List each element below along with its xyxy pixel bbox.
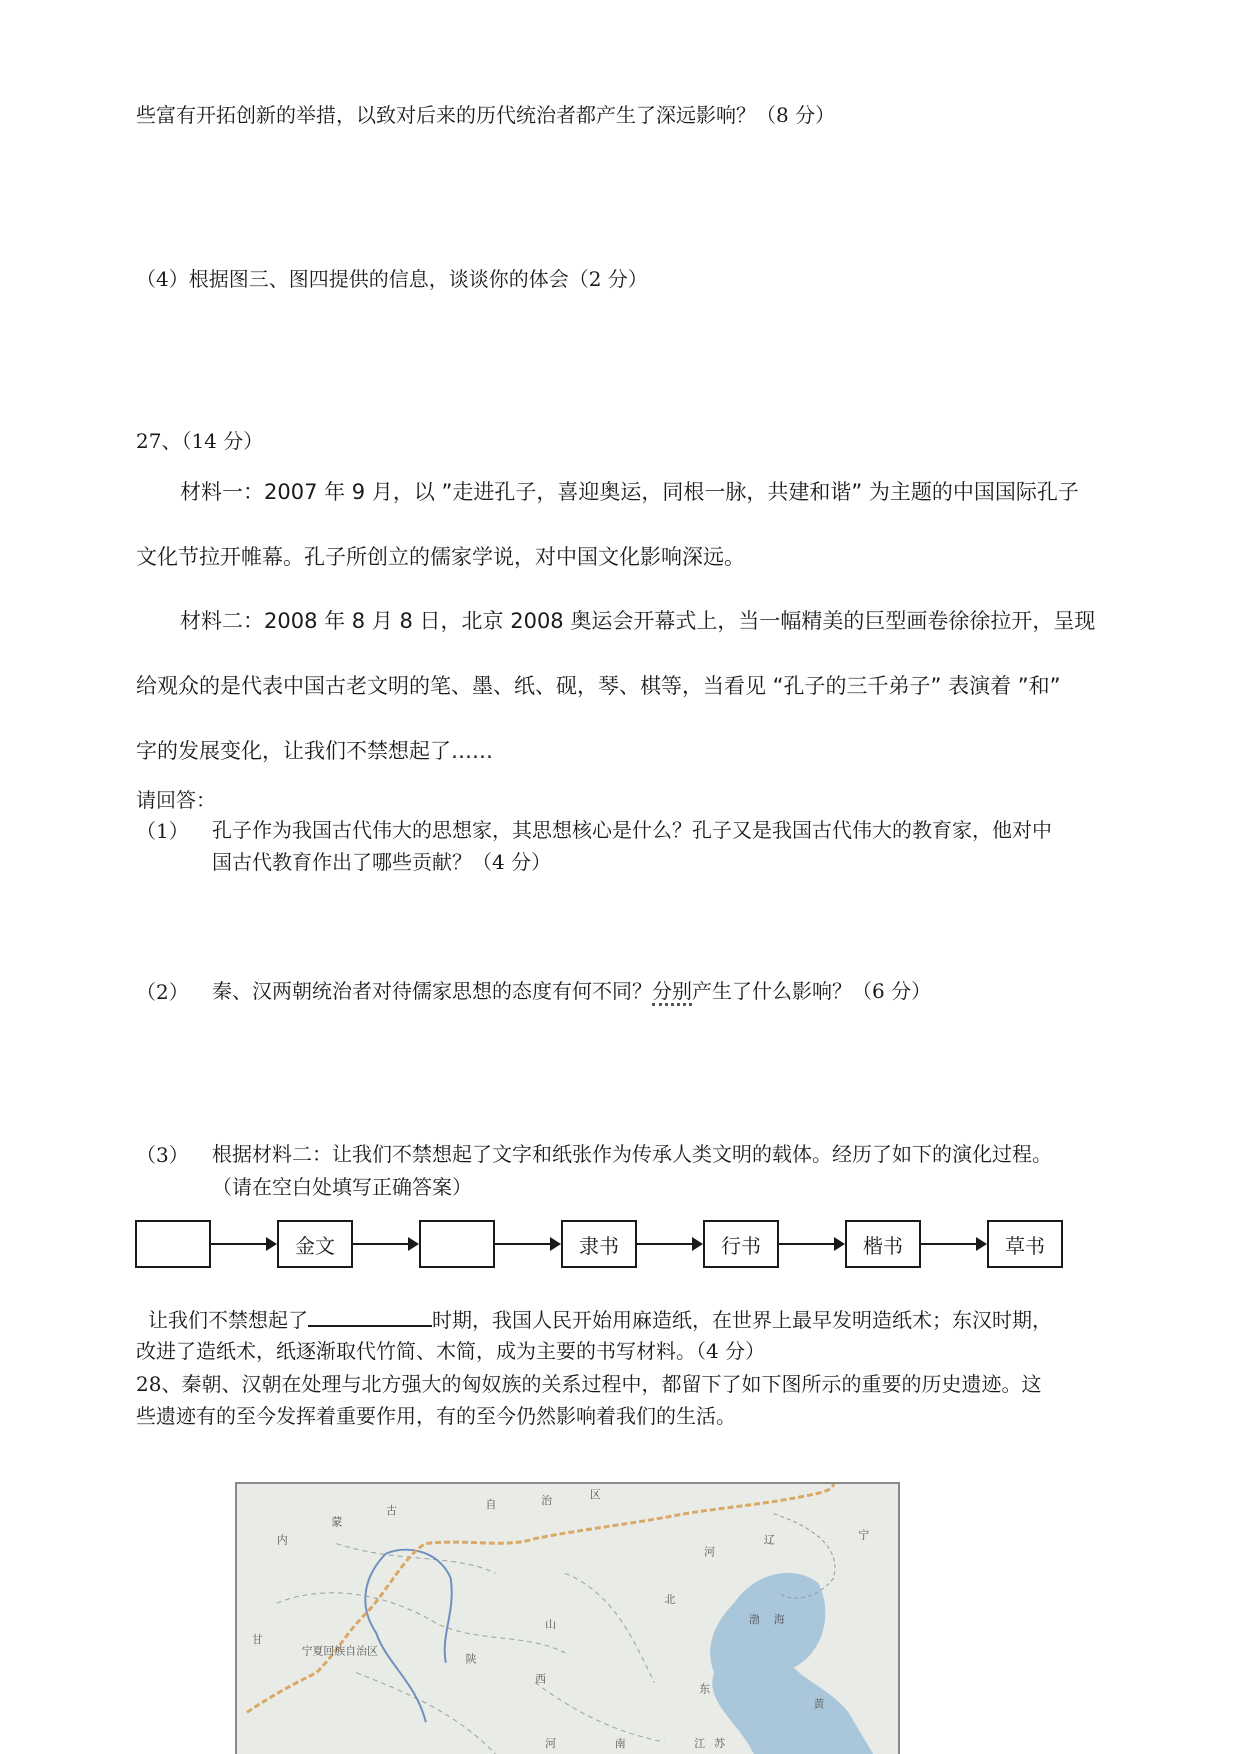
answer-prompt: 请回答： — [136, 788, 216, 812]
flow-box-caoshu: 草书 — [987, 1220, 1063, 1268]
map-label: 辽 — [763, 1533, 775, 1547]
sub-question-1-line-1: 孔子作为我国古代伟大的思想家，其思想核心是什么？孔子又是我国古代伟大的教育家，他对中 — [212, 818, 1052, 842]
sub-question-3-line-1: 根据材料二：让我们不禁想起了文字和纸张作为传承人类文明的载体。经历了如下的演化过程。 — [212, 1142, 1052, 1166]
material-1-line-2: 文化节拉开帷幕。孔子所创立的儒家学说，对中国文化影响深远。 — [136, 545, 745, 569]
map-label: 海 — [773, 1612, 785, 1626]
map-label: 东 — [699, 1682, 711, 1696]
map-label: 宁夏回族自治区 — [301, 1644, 379, 1658]
map-label: 蒙 — [331, 1515, 343, 1529]
map-label: 河 — [545, 1737, 557, 1751]
fill-in-line-1 — [148, 1305, 1052, 1334]
fill-in-text-a: 让我们不禁想起了 — [148, 1308, 308, 1332]
map-label: 甘 — [251, 1632, 263, 1646]
material-2-line-3: 字的发展变化，让我们不禁想起了…… — [136, 739, 493, 763]
question-28-line-1: 28、秦朝、汉朝在处理与北方强大的匈奴族的关系过程中，都留下了如下图所示的重要的历史遗迹。这 — [136, 1372, 1042, 1396]
flow-box-jinwen: 金文 — [277, 1220, 353, 1268]
question-continuation: 些富有开拓创新的举措，以致对后来的历代统治者都产生了深远影响？（8 分） — [136, 103, 836, 127]
sub-question-2-marked-word: 分别 — [652, 979, 692, 1006]
material-2-line-1: 材料二：2008 年 8 月 8 日，北京 2008 奥运会开幕式上，当一幅精美的巨型画卷徐徐拉开，呈现 — [180, 609, 1096, 633]
map-label: 黄 — [813, 1697, 825, 1711]
map-label: 区 — [589, 1487, 601, 1501]
map-label: 江 — [694, 1737, 706, 1751]
question-27-heading: 27、（14 分） — [136, 429, 264, 453]
sub-question-3-number: （3） — [136, 1143, 189, 1167]
map-label: 山 — [545, 1617, 557, 1631]
material-2-line-2: 给观众的是代表中国古老文明的笔、墨、纸、砚，琴、棋等，当看见 “孔子的三千弟子” 表演着 ”和” — [136, 674, 1061, 698]
flow-arrow — [921, 1243, 985, 1245]
script-evolution-flowchart — [135, 1220, 1075, 1272]
sub-question-1-line-2: 国古代教育作出了哪些贡献？（4 分） — [212, 850, 552, 874]
fill-in-line-2: 改进了造纸术，纸逐渐取代竹简、木简，成为主要的书写材料。（4 分） — [136, 1339, 766, 1363]
map-label: 陕 — [465, 1652, 477, 1666]
flow-box-kaishu: 楷书 — [845, 1220, 921, 1268]
sub-question-2-text-b: 产生了什么影响？（6 分） — [692, 979, 932, 1003]
flow-arrow — [211, 1243, 275, 1245]
map-label: 河 — [704, 1545, 716, 1559]
flow-arrow — [495, 1243, 559, 1245]
flow-arrow — [353, 1243, 417, 1245]
map-label: 自 — [485, 1497, 497, 1511]
map-label: 西 — [535, 1672, 547, 1686]
flow-arrow — [779, 1243, 843, 1245]
sub-question-1-number: （1） — [136, 819, 189, 843]
sub-question-2-text-a: 秦、汉两朝统治者对待儒家思想的态度有何不同？ — [212, 979, 652, 1003]
sub-question-2 — [212, 976, 931, 1006]
sub-question-3-line-2: （请在空白处填写正确答案） — [212, 1175, 472, 1199]
map-graphic — [237, 1484, 898, 1754]
flow-arrow — [637, 1243, 701, 1245]
flow-box-lishu: 隶书 — [561, 1220, 637, 1268]
flow-box-blank-1[interactable] — [135, 1220, 211, 1268]
map-label: 内 — [276, 1533, 288, 1547]
answer-blank[interactable] — [308, 1305, 432, 1327]
sub-question-2-number: （2） — [136, 980, 189, 1004]
map-label: 北 — [664, 1593, 676, 1607]
question-28-line-2: 些遗迹有的至今发挥着重要作用，有的至今仍然影响着我们的生活。 — [136, 1404, 736, 1428]
material-1-line-1: 材料一：2007 年 9 月，以 ”走进孔子，喜迎奥运，同根一脉，共建和谐” 为主题的中国国际孔子 — [180, 480, 1079, 504]
map-label: 古 — [386, 1503, 398, 1517]
map-label: 渤 — [748, 1612, 760, 1626]
map-label: 南 — [614, 1737, 626, 1751]
map-label: 治 — [541, 1493, 553, 1507]
great-wall-map — [235, 1482, 900, 1754]
flow-box-xingshu: 行书 — [703, 1220, 779, 1268]
sub-question-4: （4）根据图三、图四提供的信息，谈谈你的体会（2 分） — [136, 267, 648, 291]
fill-in-text-b: 时期，我国人民开始用麻造纸，在世界上最早发明造纸术；东汉时期， — [432, 1308, 1052, 1332]
map-label: 宁 — [858, 1528, 870, 1542]
flow-box-blank-2[interactable] — [419, 1220, 495, 1268]
map-label: 苏 — [714, 1737, 726, 1751]
